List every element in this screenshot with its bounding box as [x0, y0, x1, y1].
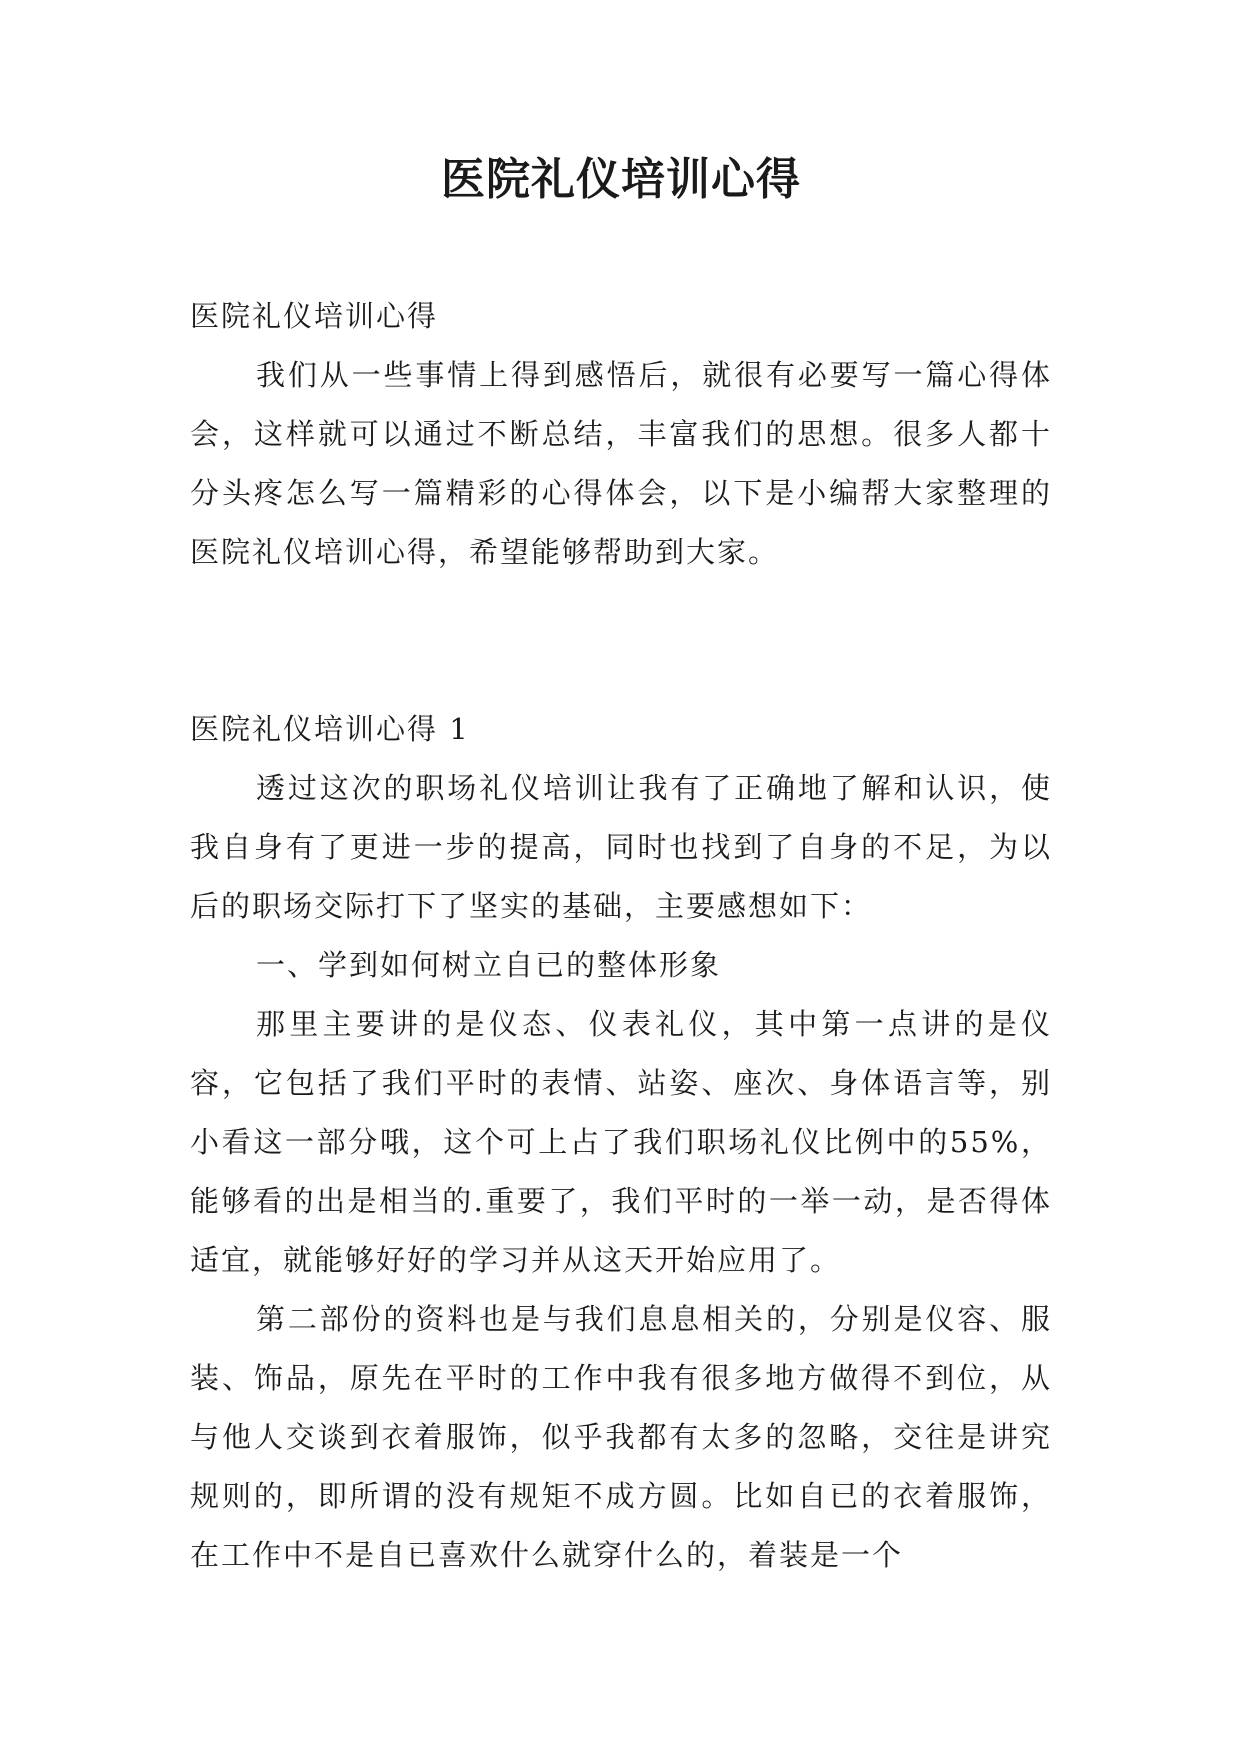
section1-heading: 医院礼仪培训心得 1 — [190, 712, 470, 746]
intro-heading: 医院礼仪培训心得 — [190, 299, 439, 333]
section1-subheading: 一、学到如何树立自已的整体形象 — [256, 948, 722, 982]
document-body — [190, 287, 1052, 1585]
section1-paragraph-1: 透过这次的职场礼仪培训让我有了正确地了解和认识，使我自身有了更进一步的提高，同时也找到了自身的不足，为以后的职场交际打下了坚实的基础，主要感想如下： — [190, 771, 1052, 923]
section-spacer — [190, 582, 1052, 700]
section1-paragraph-2: 那里主要讲的是仪态、仪表礼仪，其中第一点讲的是仪容，它包括了我们平时的表情、站姿、座次、身体语言等，别小看这一部分哦，这个可上占了我们职场礼仪比例中的55%，能够看的出是相当的.重要了，我们平时的一举一动，是否得体适宜，就能够好好的学习并从这天开始应用了。 — [190, 1007, 1052, 1277]
document-title: 医院礼仪培训心得 — [441, 154, 801, 205]
intro-paragraph: 我们从一些事情上得到感悟后，就很有必要写一篇心得体会，这样就可以通过不断总结，丰富我们的思想。很多人都十分头疼怎么写一篇精彩的心得体会，以下是小编帮大家整理的医院礼仪培训心得，希望能够帮助到大家。 — [190, 358, 1052, 569]
section1-paragraph-3: 第二部份的资料也是与我们息息相关的，分别是仪容、服装、饰品，原先在平时的工作中我有很多地方做得不到位，从与他人交谈到衣着服饰，似乎我都有太多的忽略，交往是讲究规则的，即所谓的没有规矩不成方圆。比如自已的衣着服饰，在工作中不是自已喜欢什么就穿什么的，着装是一个 — [190, 1302, 1052, 1572]
